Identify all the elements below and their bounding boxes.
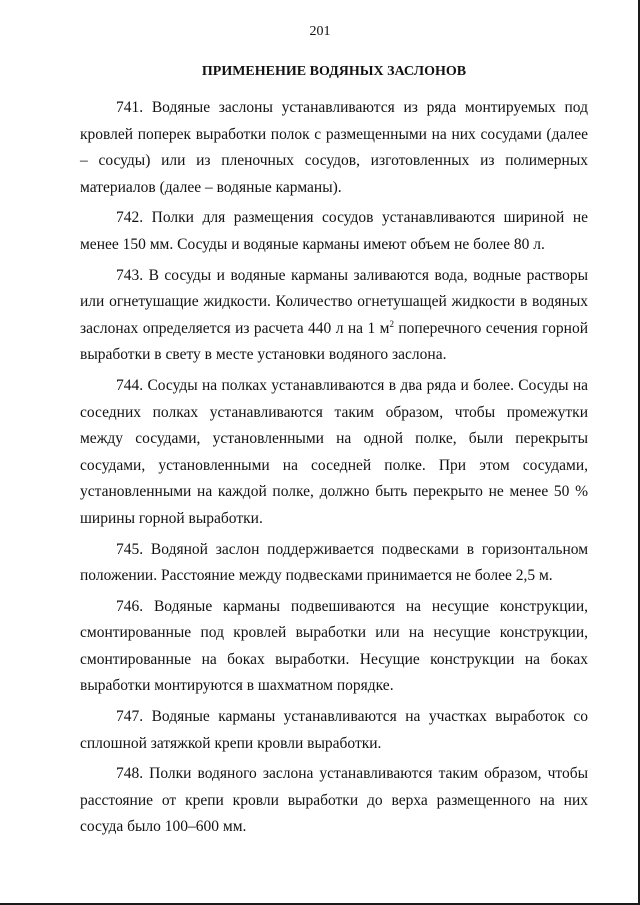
paragraph-742	[80, 205, 588, 258]
paragraph-number: 743.	[116, 266, 144, 284]
paragraph-text: Водяные карманы устанавливаются на участках выработок со сплошной затяжкой крепи кровли выработки.	[80, 708, 588, 752]
page-number: 201	[309, 24, 331, 39]
superscript: 2	[389, 318, 394, 329]
paragraph-text: Водяные карманы подвешиваются на несущие конструкции, смонтированные под кровлей выработки или на несущие конструкции, смонтированные на боках выработки. Несущие конструкции на боках выработки монтируются в шахматном порядке.	[80, 597, 589, 695]
paragraph-text: Полки для размещения сосудов устанавливаются шириной не менее 150 мм. Сосуды и водяные карманы имеют объем не более 80 л.	[80, 209, 588, 253]
paragraph-747	[80, 704, 588, 757]
paragraph-text-after: поперечного сечения горной выработки в свету в месте установки водяного заслона.	[80, 319, 588, 364]
paragraph-748	[80, 761, 588, 841]
paragraph-text: Полки водяного заслона устанавливаются таким образом, чтобы расстояние от крепи кровли выработки до верха размещенного на них сосуда было 100–600 мм.	[80, 765, 588, 836]
paragraph-745	[80, 537, 588, 590]
document-body	[80, 95, 588, 845]
paragraph-number: 748.	[116, 765, 144, 783]
paragraph-text: Водяной заслон поддерживается подвесками в горизонтальном положении. Расстояние между подвесками принимается не более 2,5 м.	[80, 540, 589, 585]
paragraph-744	[80, 373, 588, 533]
paragraph-746	[80, 594, 588, 700]
paragraph-text: Сосуды на полках устанавливаются в два ряда и более. Сосуды на соседних полках устанавливаются таким образом, чтобы промежутки между сосудами, установленными на одной полке, были перекрыты сосудами, установленными на соседней полке. При этом сосудами, установленными на каждой полке, должно быть перекрыто не менее 50 % ширины горной выработки.	[80, 376, 589, 527]
paragraph-number: 742.	[116, 209, 144, 227]
paragraph-number: 746.	[116, 597, 144, 615]
paragraph-number: 744.	[116, 376, 144, 394]
paragraph-number: 745.	[116, 540, 144, 558]
paragraph-text-before: В сосуды и водяные карманы заливаются вода, водные растворы или огнетушащие жидкости. Количество огнетушащей жидкости в водяных заслонах определяется из расчета 440 л на 1 м	[80, 266, 588, 337]
paragraph-text: Водяные заслоны устанавливаются из ряда монтируемых под кровлей поперек выработки полок с размещенными на них сосудами (далее – сосуды) или из пленочных сосудов, изготовленных из полимерных материалов (далее – водяные карманы).	[80, 99, 588, 196]
paragraph-743	[80, 263, 588, 369]
paragraph-number: 741.	[116, 99, 144, 116]
section-heading: ПРИМЕНЕНИЕ ВОДЯНЫХ ЗАСЛОНОВ	[201, 64, 467, 79]
paragraph-741	[80, 95, 588, 201]
paragraph-number: 747.	[116, 708, 144, 726]
